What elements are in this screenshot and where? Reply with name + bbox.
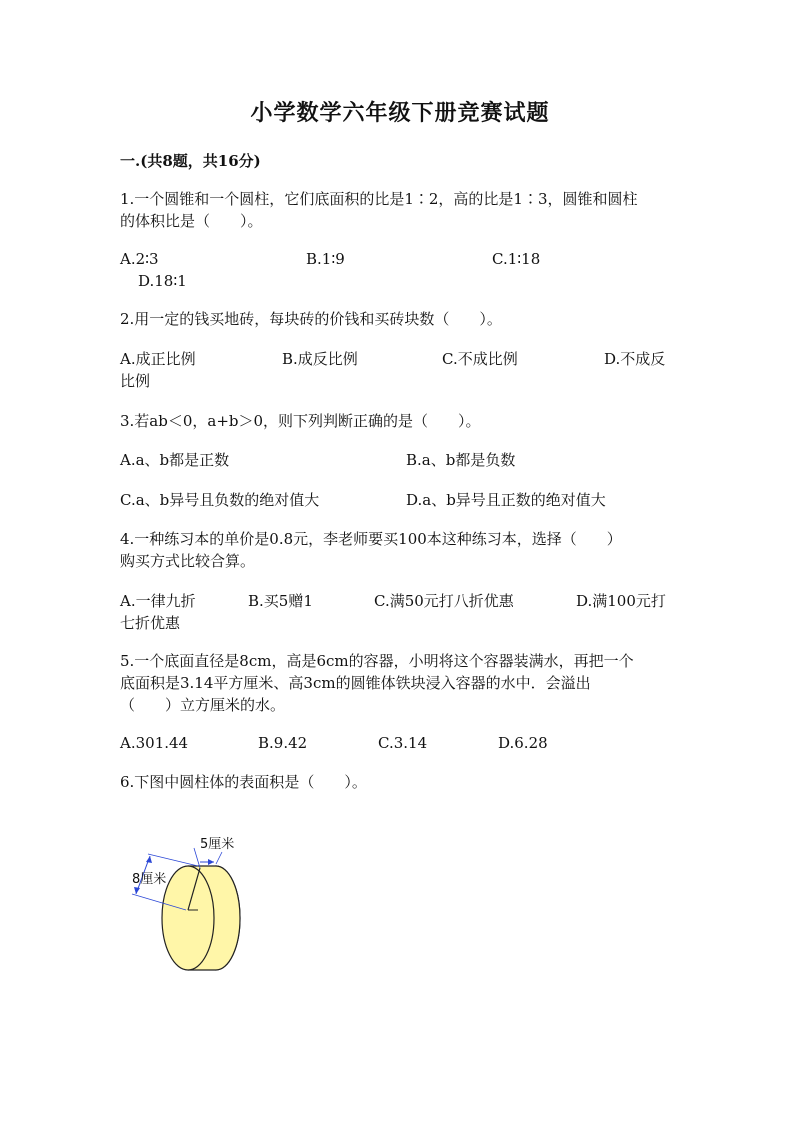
question-1-line-2: 的体积比是（ ）。 [120, 212, 263, 230]
question-1 [120, 188, 680, 232]
option-c[interactable]: C.不成比例 [442, 350, 518, 368]
option-d[interactable]: D.6.28 [498, 734, 548, 752]
diameter-arrow-top-icon [146, 856, 152, 863]
option-a[interactable]: A.一律九折 [120, 592, 196, 610]
option-d[interactable]: D.满100元打 [576, 592, 666, 610]
option-a[interactable]: A.2∶3 [120, 250, 159, 268]
option-d[interactable]: D.18∶1 [138, 272, 187, 290]
option-c[interactable]: C.1∶18 [492, 250, 541, 268]
question-5 [120, 650, 680, 716]
question-5-line-3: （ ）立方厘米的水。 [120, 696, 286, 714]
question-6-line-1: 6.下图中圆柱体的表面积是（ ）。 [120, 773, 367, 791]
question-6 [120, 771, 680, 793]
question-5-line-2: 底面积是3.14平方厘米、高3cm的圆锥体铁块浸入容器的水中．会溢出 [120, 674, 591, 692]
option-d[interactable]: D.不成反 [604, 350, 666, 368]
diameter-arrow-bottom-icon [134, 887, 140, 894]
diameter-ext-line-1 [148, 854, 198, 866]
height-ext-line-2 [216, 852, 222, 864]
option-c[interactable]: C.满50元打八折优惠 [374, 592, 514, 610]
option-d[interactable]: D.a、b异号且正数的绝对值大 [406, 491, 606, 509]
height-label: 5厘米 [200, 837, 235, 852]
question-2-line-1: 2.用一定的钱买地砖，每块砖的价钱和买砖块数（ ）。 [120, 310, 502, 328]
option-b[interactable]: B.成反比例 [282, 350, 358, 368]
option-d-continuation: 比例 [120, 372, 151, 390]
page-title: 小学数学六年级下册竞赛试题 [250, 100, 550, 126]
question-3-line-1: 3.若ab＜0，a+b＞0，则下列判断正确的是（ ）。 [120, 412, 481, 430]
question-4-line-2: 购买方式比较合算。 [120, 552, 256, 570]
option-b[interactable]: B.a、b都是负数 [406, 451, 516, 469]
question-2 [120, 308, 680, 330]
option-a[interactable]: A.301.44 [120, 734, 189, 752]
question-4 [120, 528, 680, 572]
question-3 [120, 410, 680, 432]
option-c[interactable]: C.3.14 [378, 734, 428, 752]
question-5-line-1: 5.一个底面直径是8cm，高是6cm的容器，小明将这个容器装满水，再把一个 [120, 652, 634, 670]
question-4-line-1: 4.一种练习本的单价是0.8元，李老师要买100本这种练习本，选择（ ） [120, 530, 622, 548]
cylinder-front-face [162, 866, 214, 970]
option-c[interactable]: C.a、b异号且负数的绝对值大 [120, 491, 320, 509]
option-a[interactable]: A.a、b都是正数 [120, 451, 230, 469]
option-b[interactable]: B.买5赠1 [248, 592, 313, 610]
option-d-continuation: 七折优惠 [120, 614, 181, 632]
height-arrow-icon [208, 859, 214, 865]
diameter-label: 8厘米 [132, 872, 167, 887]
cylinder-figure [122, 828, 252, 978]
option-b[interactable]: B.9.42 [258, 734, 308, 752]
question-1-line-1: 1.一个圆锥和一个圆柱，它们底面积的比是1∶2，高的比是1∶3，圆锥和圆柱 [120, 190, 638, 208]
section-heading: 一.(共8题，共16分) [120, 152, 261, 170]
option-a[interactable]: A.成正比例 [120, 350, 196, 368]
option-b[interactable]: B.1∶9 [306, 250, 345, 268]
